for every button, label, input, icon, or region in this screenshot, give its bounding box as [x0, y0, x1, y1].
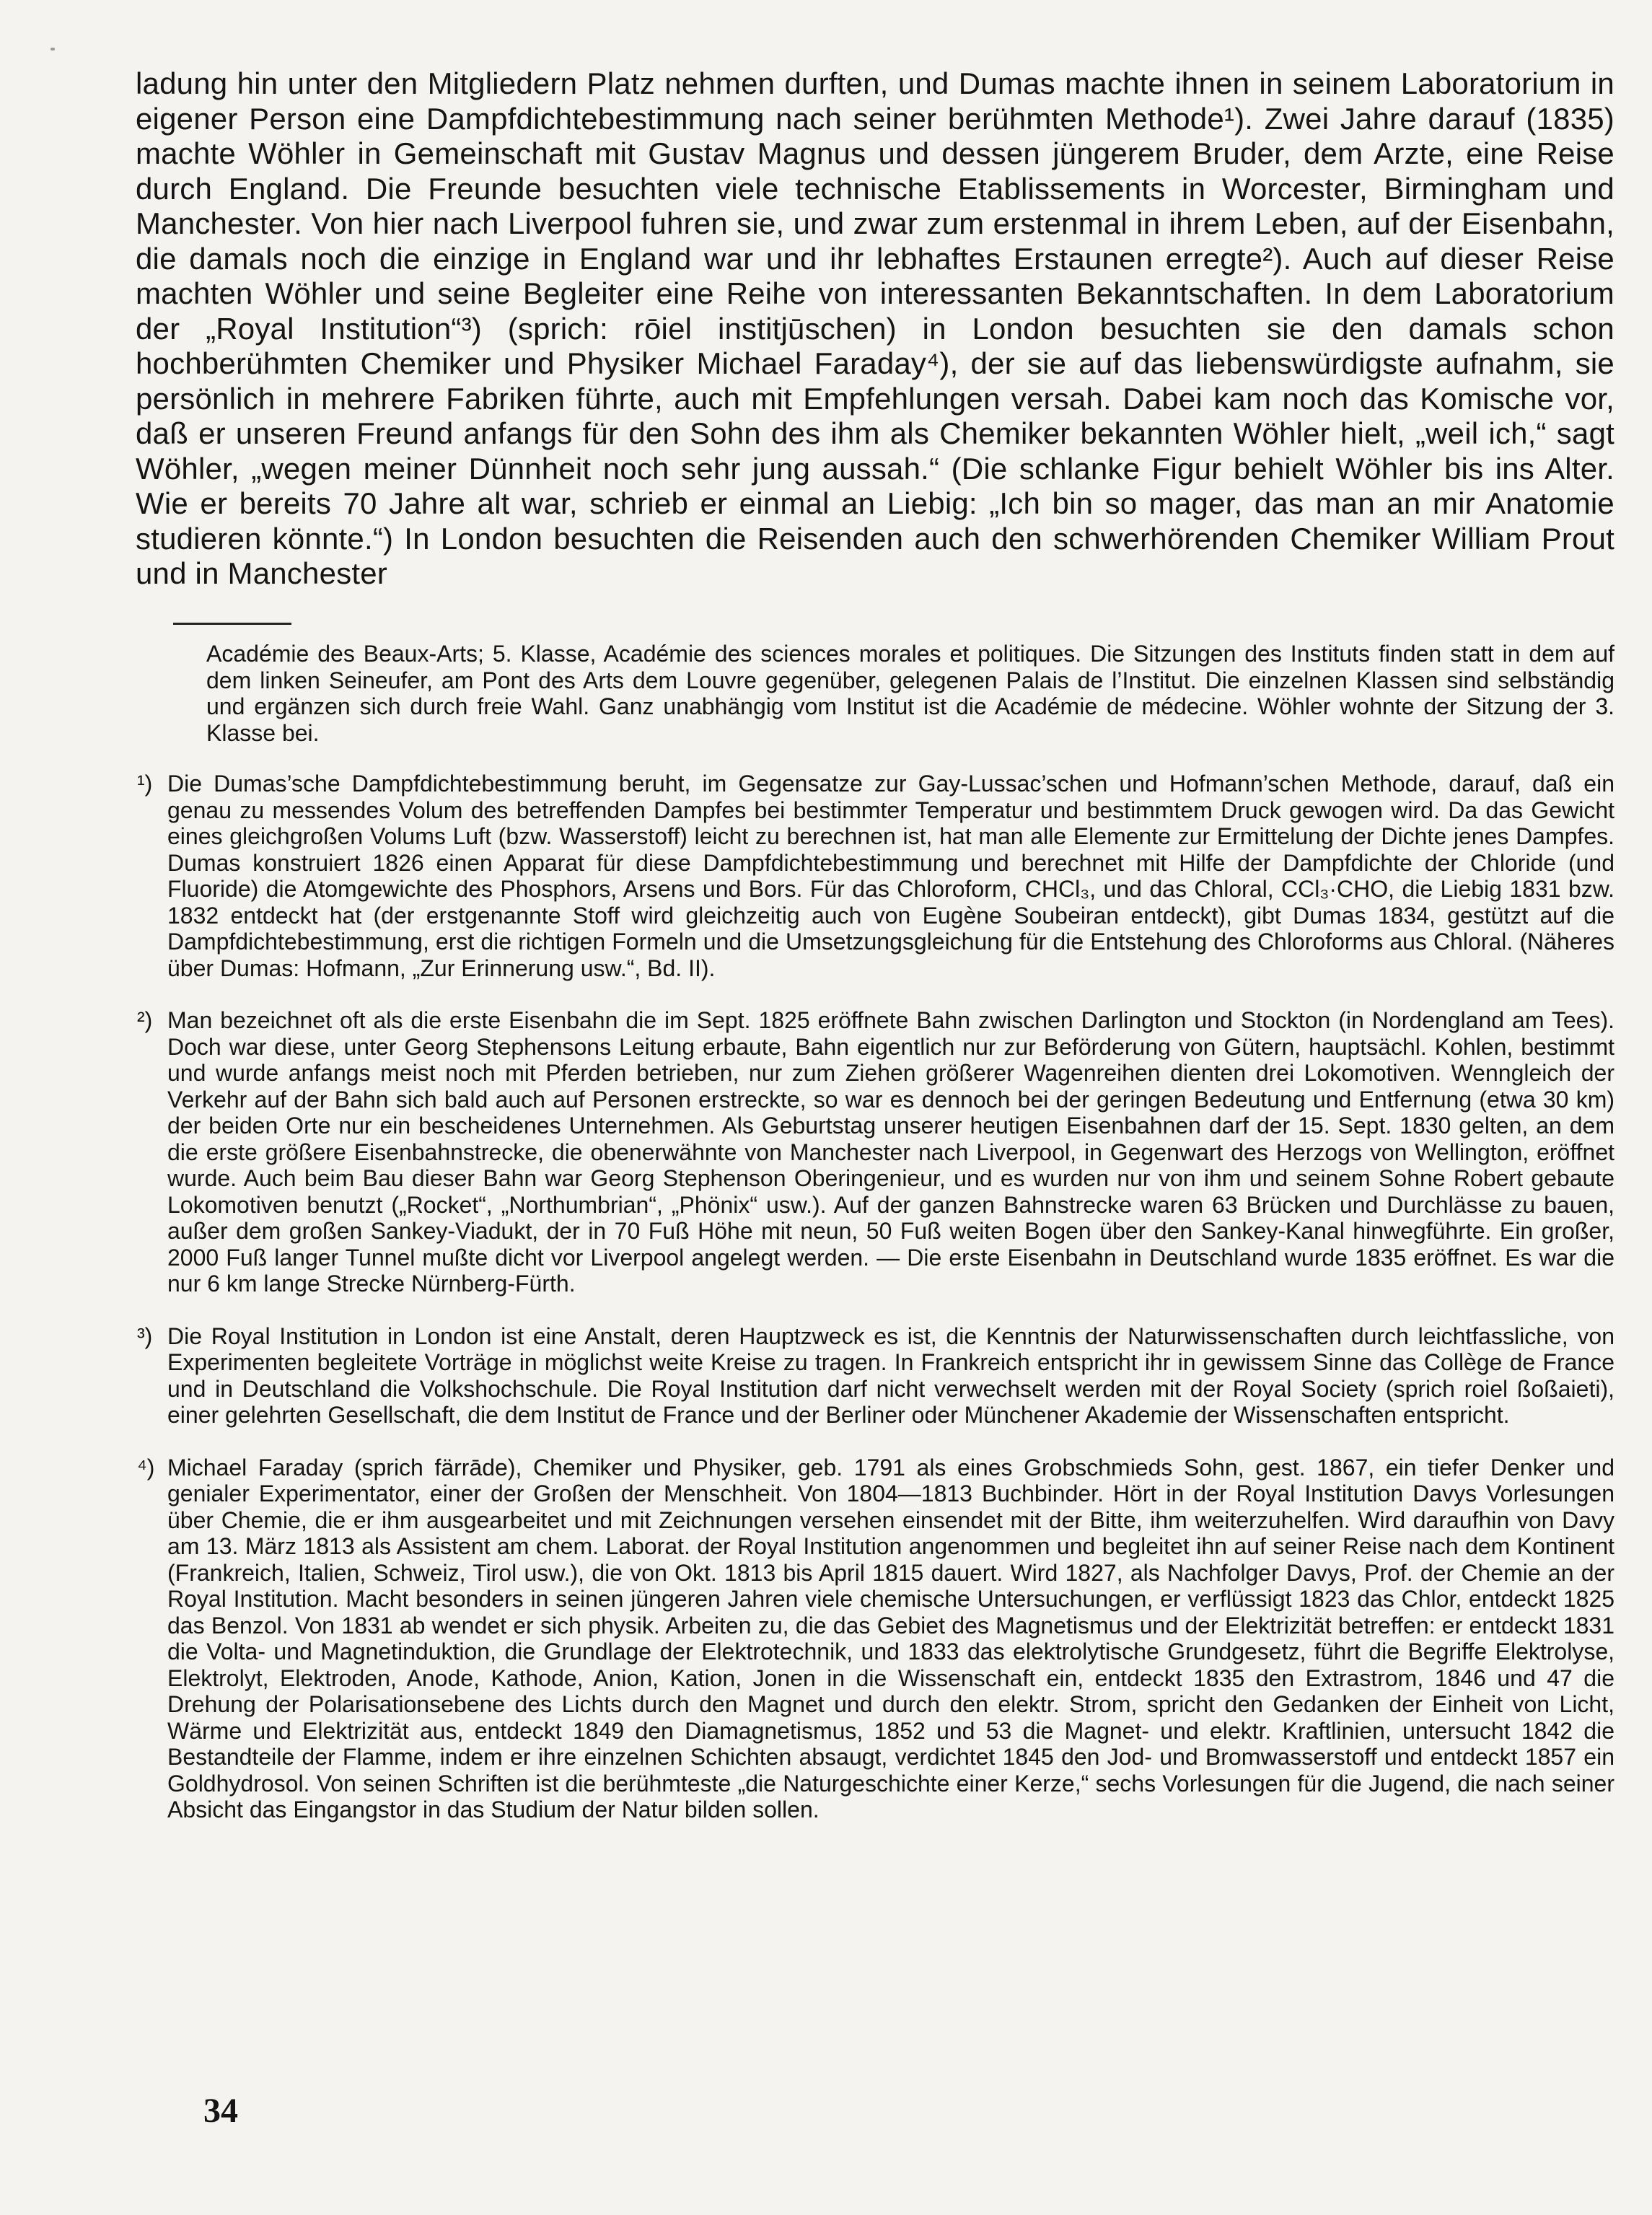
footnote-3 — [137, 1323, 1614, 1429]
footnote-2-text: Man bezeichnet oft als die erste Eisenbahn die im Sept. 1825 eröffnete Bahn zwischen Darlington und Stockton (in Nordengland am Tees). Doch war diese, unter Georg Stephensons Leitung erbaute, Bahn eigentlich nur zur Beförderung von Gütern, hauptsächl. Kohlen, bestimmt und wurde anfangs meist noch mit Pferden betrieben, nur zum Ziehen größerer Wagenreihen dienten drei Lokomotiven. Wenngleich der Verkehr auf der Bahn sich bald auch auf Personen erstreckte, so war es dennoch bei der geringen Bedeutung und Entfernung (etwa 30 km) der beiden Orte nur ein bescheidenes Unternehmen. Als Geburtstag unserer heutigen Eisenbahnen darf der 15. Sept. 1830 gelten, an dem die erste größere Eisenbahnstrecke, die obenerwähnte von Manchester nach Liverpool, in Gegenwart des Herzogs von Wellington, eröffnet wurde. Auch beim Bau dieser Bahn war Georg Stephenson Oberingenieur, und es wurden nur von ihm und seinem Sohne Robert gebaute Lokomotiven benutzt („Rocket“, „Northumbrian“, „Phönix“ usw.). Auf der ganzen Bahnstrecke waren 63 Brücken und Durchlässe zu bauen, außer dem großen Sankey-Viadukt, der in 70 Fuß Höhe mit neun, 50 Fuß weiten Bogen über den Sankey-Kanal hinwegführte. Ein großer, 2000 Fuß langer Tunnel mußte dicht vor Liverpool angelegt werden. — Die erste Eisenbahn in Deutschland wurde 1835 eröffnet. Es war die nur 6 km lange Strecke Nürnberg-Fürth. — [167, 1007, 1614, 1297]
footnote-2 — [137, 1007, 1614, 1297]
footnote-4 — [137, 1455, 1614, 1823]
footnote-4-mark: ⁴) — [137, 1454, 155, 1481]
footnote-continued-text: Académie des Beaux-Arts; 5. Klasse, Académie des sciences morales et politiques. Die Sitzungen des Instituts finden statt in dem auf dem linken Seineufer, am Pont des Arts dem Louvre gegenüber, gelegenen Palais de l’Institut. Die einzelnen Klassen sind selbständig und ergänzen sich durch freie Wahl. Ganz unabhängig vom Institut ist die Académie de médecine. Wöhler wohnte der Sitzung der 3. Klasse bei. — [206, 641, 1614, 746]
paper-speck — [50, 48, 55, 51]
footnote-1-text: Die Dumas’sche Dampfdichtebestimmung beruht, im Gegensatze zur Gay-Lussac’schen und Hofmann’schen Methode, darauf, daß ein genau zu messendes Volum des betreffenden Dampfes bei bestimmter Temperatur und bestimmtem Druck gewogen wird. Da das Gewicht eines gleichgroßen Volums Luft (bzw. Wasserstoff) leicht zu berechnen ist, hat man alle Elemente zur Ermittelung der Dichte jenes Dampfes. Dumas konstruiert 1826 einen Apparat für diese Dampfdichtebestimmung und berechnet mit Hilfe der Dampfdichte der Chloride (und Fluoride) die Atomgewichte des Phosphors, Arsens und Bors. Für das Chloroform, CHCl₃, und das Chloral, CCl₃·CHO, die Liebig 1831 bzw. 1832 entdeckt hat (der erstgenannte Stoff wird gleichzeitig auch von Eugène Soubeiran entdeckt), gibt Dumas 1834, gestützt auf die Dampfdichtebestimmung, erst die richtigen Formeln und die Umsetzungsgleichung für die Entstehung des Chloroforms aus Chloral. (Näheres über Dumas: Hofmann, „Zur Erinnerung usw.“, Bd. II). — [167, 771, 1614, 981]
footnote-separator — [173, 623, 291, 625]
footnote-4-text: Michael Faraday (sprich färrāde), Chemiker und Physiker, geb. 1791 als eines Grobschmieds Sohn, gest. 1867, ein tiefer Denker und genialer Experimentator, einer der Großen der Menschheit. Von 1804—1813 Buchbinder. Hört in der Royal Institution Davys Vorlesungen über Chemie, die er ihm ausgearbeitet und mit Zeichnungen versehen einsendet mit der Bitte, ihm weiterzuhelfen. Wird daraufhin von Davy am 13. März 1813 als Assistent am chem. Laborat. der Royal Institution angenommen und begleitet ihn auf seiner Reise nach dem Kontinent (Frankreich, Italien, Schweiz, Tirol usw.), die von Okt. 1813 bis April 1815 dauert. Wird 1827, als Nachfolger Davys, Prof. der Chemie an der Royal Institution. Macht besonders in seinen jüngeren Jahren viele chemische Untersuchungen, er verflüssigt 1823 das Chlor, entdeckt 1825 das Benzol. Von 1831 ab wendet er sich physik. Arbeiten zu, die das Gebiet des Magnetismus und der Elektrizität betreffen: er entdeckt 1831 die Volta- und Magnetinduktion, die Grundlage der Elektrotechnik, und 1833 das elektrolytische Grundgesetz, führt die Begriffe Elektrolyse, Elektrolyt, Elektroden, Anode, Kathode, Anion, Kation, Jonen in die Wissenschaft ein, entdeckt 1835 den Extrastrom, 1846 und 47 die Drehung der Polarisationsebene des Lichts durch den Magnet und durch den elektr. Strom, spricht den Gedanken der Einheit von Licht, Wärme und Elektrizität aus, entdeckt 1849 den Diamagnetismus, 1852 und 53 die Magnet- und elektr. Kraftlinien, untersucht 1842 die Bestandteile der Flamme, indem er ihre einzelnen Schichten absaugt, verdichtet 1845 den Jod- und Bromwasserstoff und entdeckt 1857 ein Goldhydrosol. Von seinen Schriften ist die berühmteste „die Naturgeschichte einer Kerze,“ sechs Vorlesungen für die Jugend, die nach seiner Absicht das Eingangstor in das Studium der Natur bilden sollen. — [167, 1454, 1614, 1823]
footnote-1-mark: ¹) — [137, 771, 153, 797]
main-paragraph: ladung hin unter den Mitgliedern Platz nehmen durften, und Dumas machte ihnen in seinem Laboratorium in eigener Person eine Dampfdichtebestimmung nach seiner berühmten Methode¹). Zwei Jahre darauf (1835) machte Wöhler in Gemeinschaft mit Gustav Magnus und dessen jüngerem Bruder, dem Arzte, eine Reise durch England. Die Freunde besuchten viele technische Etablissements in Worcester, Birmingham und Manchester. Von hier nach Liverpool fuhren sie, und zwar zum erstenmal in ihrem Leben, auf der Eisenbahn, die damals noch die einzige in England war und ihr lebhaftes Erstaunen erregte²). Auch auf dieser Reise machten Wöhler und seine Begleiter eine Reihe von interessanten Bekanntschaften. In dem Laboratorium der „Royal Institution“³) (sprich: rōiel institjūschen) in London besuchten sie den damals schon hochberühmten Chemiker und Physiker Michael Faraday⁴), der sie auf das liebenswürdigste aufnahm, sie persönlich in mehrere Fabriken führte, auch mit Empfehlungen versah. Dabei kam noch das Komische vor, daß er unseren Freund anfangs für den Sohn des ihm als Chemiker bekannten Wöhler hielt, „weil ich,“ sagt Wöhler, „wegen meiner Dünnheit noch sehr jung aussah.“ (Die schlanke Figur behielt Wöhler bis ins Alter. Wie er bereits 70 Jahre alt war, schrieb er einmal an Liebig: „Ich bin so mager, das man an mir Anatomie studieren könnte.“) In London besuchten die Reisenden auch den schwerhörenden Chemiker William Prout und in Manchester — [136, 66, 1614, 590]
footnote-1 — [137, 771, 1614, 981]
main-text-block — [136, 66, 1614, 592]
footnote-3-text: Die Royal Institution in London ist eine Anstalt, deren Hauptzweck es ist, die Kenntnis der Naturwissenschaften durch leichtfassliche, von Experimenten begleitete Vorträge in möglichst weite Kreise zu tragen. In Frankreich entspricht ihr in gewissem Sinne das Collège de France und in Deutschland die Volkshochschule. Die Royal Institution darf nicht verwechselt werden mit der Royal Society (sprich roiel ßoßaieti), einer gelehrten Gesellschaft, die dem Institut de France und der Berliner oder Münchener Akademie der Wissenschaften entspricht. — [167, 1323, 1614, 1428]
footnotes — [137, 641, 1614, 1823]
footnote-2-mark: ²) — [137, 1007, 153, 1033]
footnote-continued — [137, 641, 1614, 746]
footnote-3-mark: ³) — [137, 1323, 153, 1349]
page-number: 34 — [203, 2092, 238, 2130]
